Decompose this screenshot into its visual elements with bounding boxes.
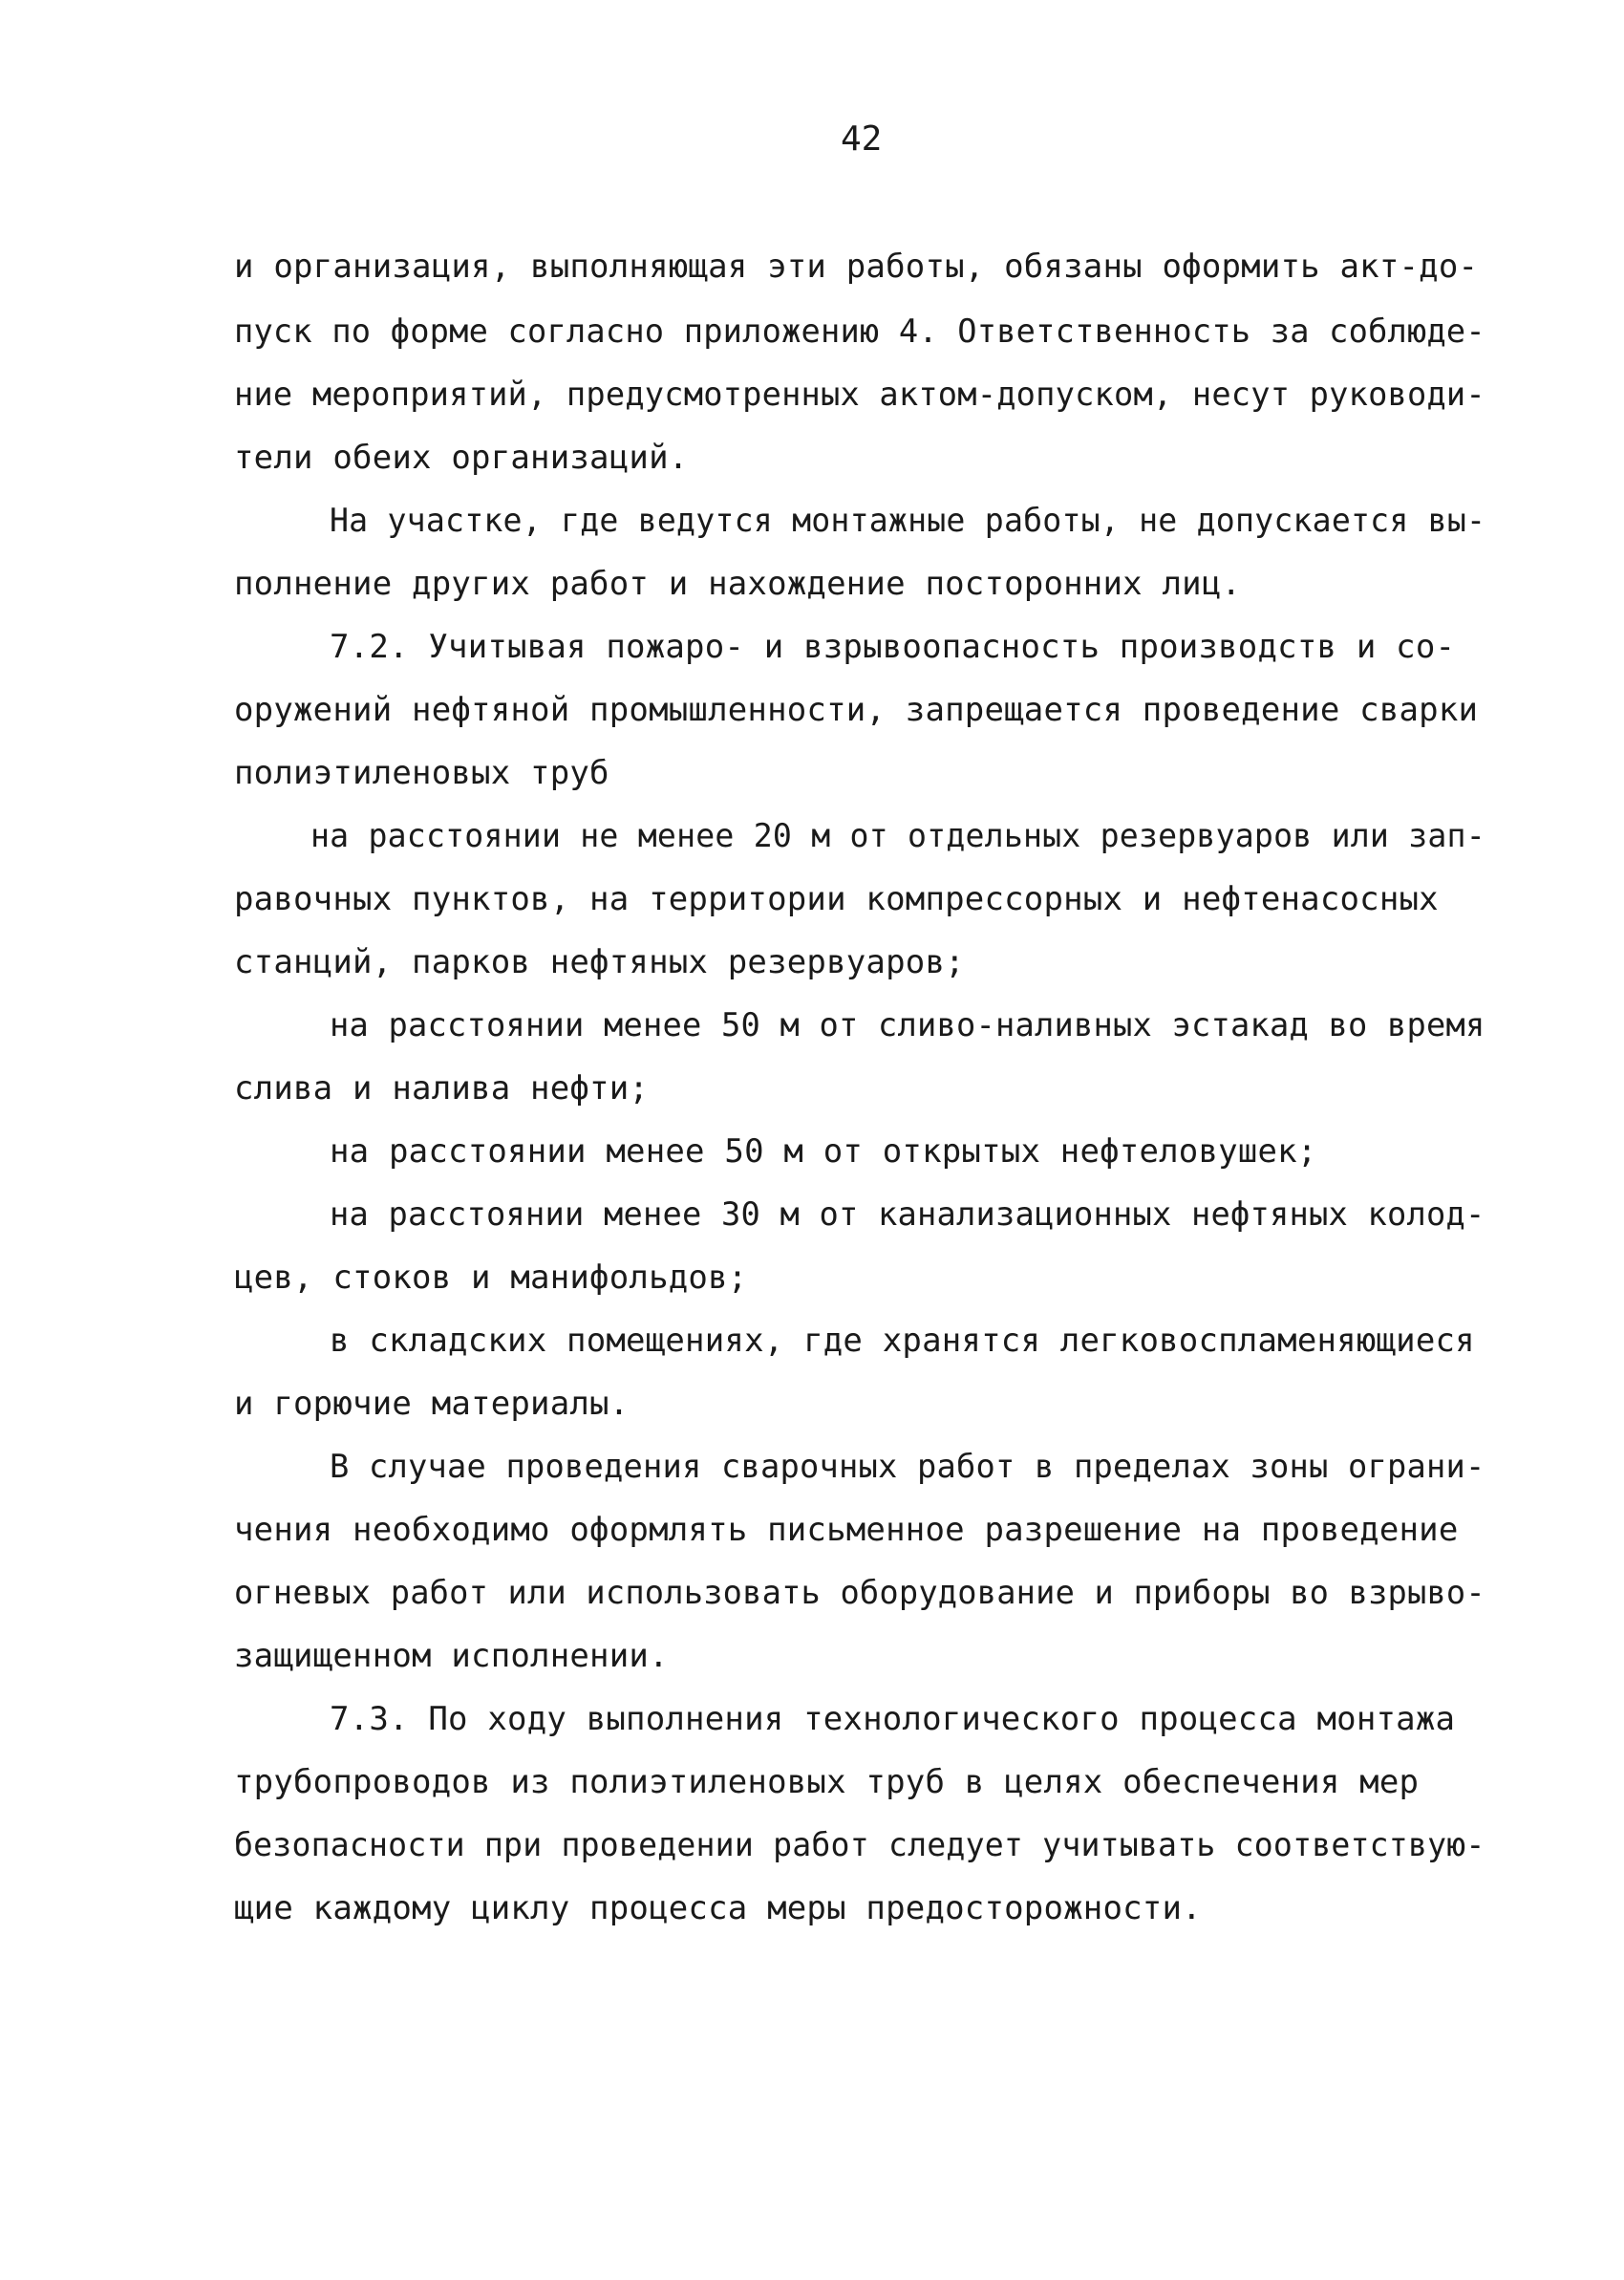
text-line: защищенном исполнении.: [234, 1637, 669, 1675]
text-line: трубопроводов из полиэтиленовых труб в целях обеспечения мер: [234, 1763, 1420, 1801]
text-line: полиэтиленовых труб: [234, 754, 609, 792]
text-line: пуск по форме согласно приложению 4. Ответственность за соблюде-: [234, 312, 1485, 351]
text-line: равочных пунктов, на территории компрессорных и нефтенасосных: [234, 880, 1439, 918]
page-number: 42: [841, 119, 883, 159]
text-line: огневых работ или использовать оборудование и приборы во взрыво-: [234, 1574, 1485, 1612]
text-line: станций, парков нефтяных резервуаров;: [234, 943, 965, 981]
text-line: на расстоянии менее 30 м от канализационных нефтяных колод-: [330, 1195, 1485, 1234]
text-line: 7.3. По ходу выполнения технологического процесса монтажа: [330, 1700, 1456, 1738]
text-line: слива и налива нефти;: [234, 1069, 650, 1108]
text-line: на расстоянии менее 50 м от сливо-наливных эстакад во время: [330, 1006, 1485, 1044]
text-line: в складских помещениях, где хранятся легковоспламеняющиеся: [330, 1322, 1475, 1360]
text-line: тели обеих организаций.: [234, 439, 689, 477]
text-line: щие каждому циклу процесса меры предосторожности.: [234, 1889, 1202, 1927]
text-line: 7.2. Учитывая пожаро- и взрывоопасность производств и со-: [330, 628, 1456, 666]
text-line: полнение других работ и нахождение посторонних лиц.: [234, 565, 1242, 603]
text-line: цев, стоков и манифольдов;: [234, 1258, 748, 1297]
text-line: чения необходимо оформлять письменное разрешение на проведение: [234, 1511, 1459, 1549]
text-line: оружений нефтяной промышленности, запрещается проведение сварки: [234, 691, 1479, 729]
text-line: В случае проведения сварочных работ в пределах зоны ограни-: [330, 1448, 1485, 1486]
text-line: и горючие материалы.: [234, 1385, 630, 1423]
text-line: На участке, где ведутся монтажные работы, не допускается вы-: [330, 502, 1486, 540]
text-line: на расстоянии не менее 20 м от отдельных резервуаров или зап-: [310, 817, 1485, 855]
text-line: на расстоянии менее 50 м от открытых нефтеловушек;: [330, 1132, 1317, 1171]
text-line: ние мероприятий, предусмотренных актом-допуском, несут руководи-: [234, 376, 1485, 414]
text-line: безопасности при проведении работ следует учитывать соответствую-: [234, 1826, 1485, 1864]
text-line: и организация, выполняющая эти работы, обязаны оформить акт-до-: [234, 247, 1479, 286]
